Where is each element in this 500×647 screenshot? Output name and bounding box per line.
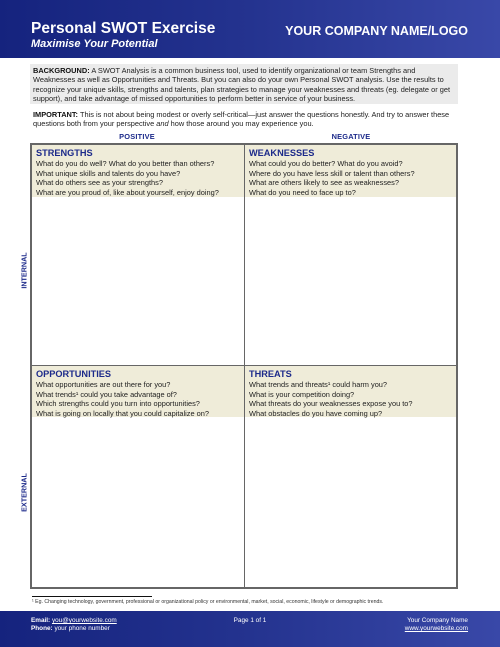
threats-title: THREATS: [249, 369, 292, 379]
threats-quadrant: [244, 365, 457, 588]
column-header-positive: POSITIVE: [119, 132, 155, 141]
threats-question: What threats do your weaknesses expose you to?: [249, 399, 413, 408]
footnote-divider: [32, 596, 152, 597]
header-bar: [0, 0, 500, 58]
threats-header: [245, 366, 456, 417]
footer-bar: [0, 611, 500, 647]
row-label-external: EXTERNAL: [19, 473, 29, 512]
weaknesses-question: What are others likely to see as weaknesses?: [249, 178, 399, 187]
important-text-end: how those around you may experience you.: [168, 119, 314, 129]
opportunities-header: [32, 366, 244, 417]
important-paragraph: [33, 110, 458, 129]
footer-phone: [31, 625, 110, 633]
swot-grid: [30, 143, 458, 589]
email-label: Email:: [31, 617, 51, 624]
threats-question: What trends and threats¹ could harm you?: [249, 380, 388, 389]
opportunities-title: OPPORTUNITIES: [36, 369, 112, 379]
weaknesses-question: What do you need to face up to?: [249, 187, 356, 197]
phone-number: your phone number: [54, 625, 110, 632]
strengths-question: What do others see as your strengths?: [36, 178, 163, 187]
threats-question: What is your competition doing?: [249, 389, 355, 399]
strengths-quadrant: [31, 144, 245, 366]
opportunities-question: What trends¹ could you take advantage of?: [36, 389, 177, 399]
strengths-question: What unique skills and talents do you have?: [36, 168, 181, 178]
weaknesses-question: Where do you have less skill or talent than others?: [249, 168, 415, 178]
email-link[interactable]: you@yourwebsite.com: [51, 617, 117, 624]
page-number: Page 1 of 1: [233, 617, 267, 624]
footer-company: Your Company Name: [407, 617, 468, 624]
opportunities-question: Which strengths could you turn into opportunities?: [36, 399, 200, 408]
website-link[interactable]: www.yourwebsite.com: [404, 625, 468, 632]
background-paragraph: [33, 66, 458, 104]
background-label: BACKGROUND:: [33, 66, 90, 75]
row-label-internal: INTERNAL: [19, 252, 29, 289]
opportunities-question: What opportunities are out there for you?: [36, 380, 171, 389]
opportunities-question: What is going on locally that you could capitalize on?: [36, 408, 209, 418]
important-emphasis: and: [156, 119, 169, 129]
threats-question: What obstacles do you have coming up?: [249, 408, 383, 418]
weaknesses-title: WEAKNESSES: [249, 148, 315, 158]
strengths-question: What are you proud of, like about yourself, enjoy doing?: [36, 187, 219, 197]
weaknesses-header: [245, 145, 456, 197]
column-header-negative: NEGATIVE: [331, 132, 371, 141]
strengths-title: STRENGTHS: [36, 148, 93, 158]
company-logo-text: YOUR COMPANY NAME/LOGO: [285, 24, 468, 38]
page-title: Personal SWOT Exercise: [31, 20, 216, 37]
page-subtitle: Maximise Your Potential: [31, 38, 158, 50]
background-text: A SWOT Analysis is a common business tool, used to identify organizational or team Strengths and Weaknesses as well as Opportunities and Threats. But you can also do your own Personal SWOT analysis. Use the results to recognize your unique skills, strengths and talents, plan strategies to manage your weaknesses and threats (eg. delegate or get support), and take advantage of missed opportunities to perform better in service of your business.: [33, 66, 450, 104]
strengths-header: [32, 145, 244, 197]
footnote: ¹ Eg. Changing technology, government, professional or organizational policy or environmental, market, social, economic, lifestyle or demographic trends.: [32, 599, 384, 605]
weaknesses-question: What could you do better? What do you avoid?: [249, 159, 403, 168]
strengths-question: What do you do well? What do you better than others?: [36, 159, 215, 168]
important-text: This is not about being modest or overly self-critical—just answer the questions honestly. And try to answer these questions both from your perspective: [33, 110, 450, 129]
important-label: IMPORTANT:: [33, 110, 79, 119]
phone-label: Phone:: [31, 625, 53, 632]
opportunities-quadrant: [31, 365, 245, 588]
weaknesses-quadrant: [244, 144, 457, 366]
